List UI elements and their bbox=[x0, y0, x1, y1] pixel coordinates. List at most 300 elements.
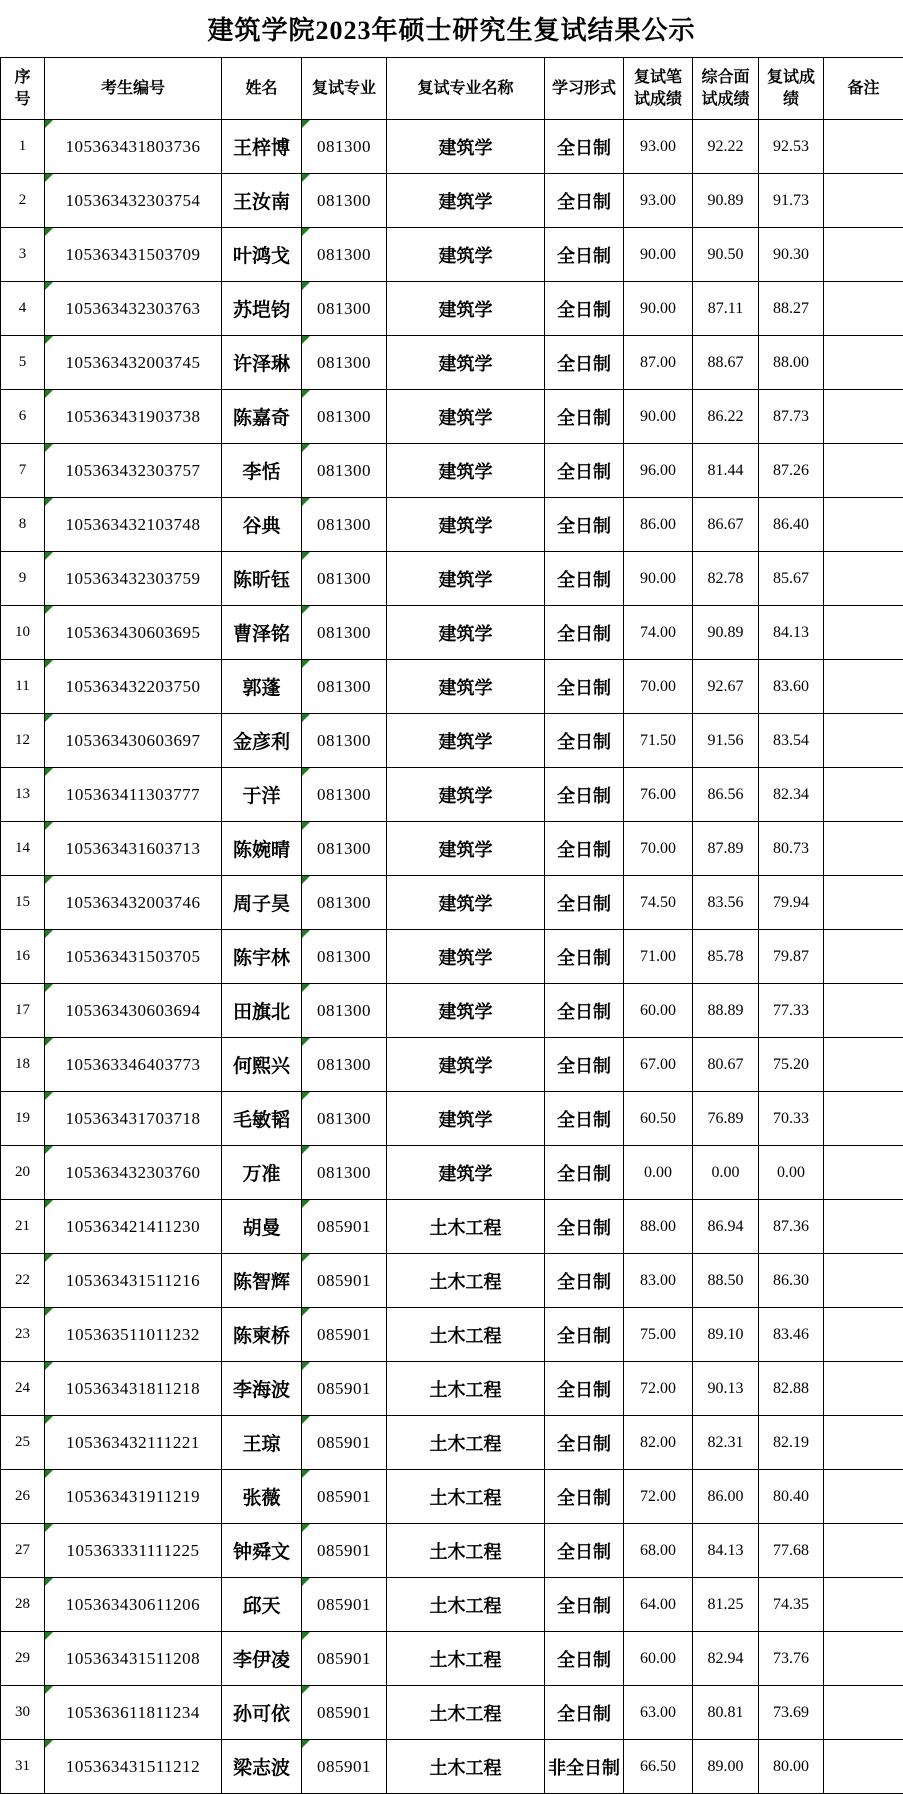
text-format-flag-icon bbox=[302, 714, 310, 722]
cell-major_name: 建筑学 bbox=[387, 336, 545, 390]
text-format-flag-icon bbox=[302, 1470, 310, 1478]
cell-written_score: 63.00 bbox=[624, 1686, 693, 1740]
cell-major_name: 土木工程 bbox=[387, 1524, 545, 1578]
cell-study_form: 全日制 bbox=[545, 390, 624, 444]
cell-written_score: 72.00 bbox=[624, 1362, 693, 1416]
cell-value: 105363411303777 bbox=[65, 784, 201, 804]
cell-remark bbox=[824, 606, 903, 660]
text-format-flag-icon bbox=[302, 498, 310, 506]
cell-name: 张薇 bbox=[222, 1470, 302, 1524]
cell-final_score: 86.40 bbox=[759, 498, 824, 552]
cell-study_form: 全日制 bbox=[545, 1416, 624, 1470]
cell-name: 梁志波 bbox=[222, 1740, 302, 1794]
cell-candidate_id bbox=[45, 228, 222, 282]
cell-written_score: 66.50 bbox=[624, 1740, 693, 1794]
cell-name: 李海波 bbox=[222, 1362, 302, 1416]
cell-interview_score: 80.81 bbox=[693, 1686, 759, 1740]
cell-interview_score: 86.94 bbox=[693, 1200, 759, 1254]
cell-remark bbox=[824, 1038, 903, 1092]
text-format-flag-icon bbox=[45, 1254, 53, 1262]
cell-candidate_id bbox=[45, 930, 222, 984]
cell-no: 26 bbox=[1, 1470, 45, 1524]
table-row bbox=[1, 1092, 903, 1146]
cell-major_name: 土木工程 bbox=[387, 1578, 545, 1632]
cell-study_form: 全日制 bbox=[545, 174, 624, 228]
cell-major_name: 建筑学 bbox=[387, 606, 545, 660]
cell-value: 105363331111225 bbox=[66, 1540, 200, 1560]
cell-major_name: 建筑学 bbox=[387, 660, 545, 714]
cell-final_score: 0.00 bbox=[759, 1146, 824, 1200]
cell-final_score: 83.46 bbox=[759, 1308, 824, 1362]
cell-no: 6 bbox=[1, 390, 45, 444]
cell-value: 081300 bbox=[317, 730, 371, 750]
cell-written_score: 70.00 bbox=[624, 660, 693, 714]
text-format-flag-icon bbox=[302, 1578, 310, 1586]
cell-value: 081300 bbox=[317, 568, 371, 588]
text-format-flag-icon bbox=[45, 1092, 53, 1100]
cell-final_score: 92.53 bbox=[759, 120, 824, 174]
text-format-flag-icon bbox=[302, 1416, 310, 1424]
cell-candidate_id bbox=[45, 1362, 222, 1416]
cell-major_name: 建筑学 bbox=[387, 174, 545, 228]
cell-major_code bbox=[302, 1146, 387, 1200]
cell-candidate_id bbox=[45, 1632, 222, 1686]
cell-no: 7 bbox=[1, 444, 45, 498]
cell-name: 钟舜文 bbox=[222, 1524, 302, 1578]
cell-written_score: 82.00 bbox=[624, 1416, 693, 1470]
text-format-flag-icon bbox=[45, 336, 53, 344]
text-format-flag-icon bbox=[45, 1146, 53, 1154]
text-format-flag-icon bbox=[302, 120, 310, 128]
cell-value: 105363346403773 bbox=[65, 1054, 201, 1074]
cell-study_form: 全日制 bbox=[545, 876, 624, 930]
header-row bbox=[1, 58, 903, 120]
cell-written_score: 90.00 bbox=[624, 552, 693, 606]
cell-name: 李恬 bbox=[222, 444, 302, 498]
cell-value: 085901 bbox=[317, 1432, 371, 1452]
cell-interview_score: 89.10 bbox=[693, 1308, 759, 1362]
cell-major_code bbox=[302, 498, 387, 552]
cell-candidate_id bbox=[45, 1524, 222, 1578]
cell-value: 105363432303763 bbox=[65, 298, 201, 318]
cell-written_score: 60.00 bbox=[624, 1632, 693, 1686]
cell-interview_score: 82.78 bbox=[693, 552, 759, 606]
cell-no: 13 bbox=[1, 768, 45, 822]
cell-no: 15 bbox=[1, 876, 45, 930]
cell-candidate_id bbox=[45, 1686, 222, 1740]
cell-value: 105363432003746 bbox=[65, 892, 201, 912]
cell-study_form: 非全日制 bbox=[545, 1740, 624, 1794]
cell-name: 邱天 bbox=[222, 1578, 302, 1632]
cell-candidate_id bbox=[45, 282, 222, 336]
cell-interview_score: 80.67 bbox=[693, 1038, 759, 1092]
cell-candidate_id bbox=[45, 768, 222, 822]
cell-remark bbox=[824, 1200, 903, 1254]
text-format-flag-icon bbox=[302, 1146, 310, 1154]
text-format-flag-icon bbox=[45, 930, 53, 938]
cell-interview_score: 88.50 bbox=[693, 1254, 759, 1308]
cell-remark bbox=[824, 930, 903, 984]
cell-written_score: 88.00 bbox=[624, 1200, 693, 1254]
column-header-study_form: 学习形式 bbox=[545, 58, 624, 120]
cell-value: 081300 bbox=[317, 190, 371, 210]
cell-written_score: 90.00 bbox=[624, 390, 693, 444]
cell-major_name: 建筑学 bbox=[387, 1038, 545, 1092]
results-table bbox=[0, 57, 903, 1794]
cell-major_code bbox=[302, 660, 387, 714]
cell-value: 081300 bbox=[317, 298, 371, 318]
cell-remark bbox=[824, 336, 903, 390]
cell-major_name: 建筑学 bbox=[387, 768, 545, 822]
cell-final_score: 82.34 bbox=[759, 768, 824, 822]
text-format-flag-icon bbox=[302, 552, 310, 560]
cell-value: 105363430611206 bbox=[65, 1594, 201, 1614]
cell-major_code bbox=[302, 1470, 387, 1524]
table-row bbox=[1, 714, 903, 768]
cell-written_score: 70.00 bbox=[624, 822, 693, 876]
cell-written_score: 64.00 bbox=[624, 1578, 693, 1632]
cell-major_name: 建筑学 bbox=[387, 1092, 545, 1146]
cell-name: 陈嘉奇 bbox=[222, 390, 302, 444]
text-format-flag-icon bbox=[302, 1038, 310, 1046]
cell-value: 081300 bbox=[317, 892, 371, 912]
cell-written_score: 72.00 bbox=[624, 1470, 693, 1524]
cell-major_name: 建筑学 bbox=[387, 714, 545, 768]
cell-written_score: 60.50 bbox=[624, 1092, 693, 1146]
cell-value: 105363430603697 bbox=[65, 730, 201, 750]
cell-candidate_id bbox=[45, 1470, 222, 1524]
cell-study_form: 全日制 bbox=[545, 714, 624, 768]
cell-interview_score: 86.00 bbox=[693, 1470, 759, 1524]
cell-study_form: 全日制 bbox=[545, 552, 624, 606]
cell-value: 105363431511216 bbox=[65, 1270, 201, 1290]
cell-study_form: 全日制 bbox=[545, 498, 624, 552]
text-format-flag-icon bbox=[302, 390, 310, 398]
table-row bbox=[1, 1578, 903, 1632]
cell-name: 曹泽铭 bbox=[222, 606, 302, 660]
cell-name: 李伊凌 bbox=[222, 1632, 302, 1686]
column-header-major_code: 复试专业 bbox=[302, 58, 387, 120]
cell-value: 105363431603713 bbox=[65, 838, 201, 858]
cell-name: 周子昊 bbox=[222, 876, 302, 930]
text-format-flag-icon bbox=[302, 1092, 310, 1100]
cell-interview_score: 84.13 bbox=[693, 1524, 759, 1578]
cell-major_code bbox=[302, 1632, 387, 1686]
cell-remark bbox=[824, 768, 903, 822]
table-row bbox=[1, 1254, 903, 1308]
table-row bbox=[1, 1200, 903, 1254]
cell-major_code bbox=[302, 714, 387, 768]
cell-interview_score: 90.13 bbox=[693, 1362, 759, 1416]
cell-remark bbox=[824, 174, 903, 228]
text-format-flag-icon bbox=[45, 1686, 53, 1694]
cell-final_score: 80.00 bbox=[759, 1740, 824, 1794]
cell-interview_score: 85.78 bbox=[693, 930, 759, 984]
cell-value: 081300 bbox=[317, 1108, 371, 1128]
cell-remark bbox=[824, 1578, 903, 1632]
cell-no: 30 bbox=[1, 1686, 45, 1740]
cell-major_code bbox=[302, 768, 387, 822]
cell-no: 21 bbox=[1, 1200, 45, 1254]
cell-candidate_id bbox=[45, 1038, 222, 1092]
cell-candidate_id bbox=[45, 876, 222, 930]
cell-remark bbox=[824, 714, 903, 768]
cell-written_score: 71.50 bbox=[624, 714, 693, 768]
cell-remark bbox=[824, 822, 903, 876]
table-row bbox=[1, 444, 903, 498]
cell-remark bbox=[824, 1146, 903, 1200]
table-row bbox=[1, 768, 903, 822]
cell-name: 何熙兴 bbox=[222, 1038, 302, 1092]
cell-written_score: 83.00 bbox=[624, 1254, 693, 1308]
cell-name: 胡曼 bbox=[222, 1200, 302, 1254]
cell-interview_score: 86.67 bbox=[693, 498, 759, 552]
cell-remark bbox=[824, 1470, 903, 1524]
cell-value: 085901 bbox=[317, 1540, 371, 1560]
text-format-flag-icon bbox=[45, 174, 53, 182]
column-header-name: 姓名 bbox=[222, 58, 302, 120]
cell-major_code bbox=[302, 228, 387, 282]
cell-final_score: 80.73 bbox=[759, 822, 824, 876]
text-format-flag-icon bbox=[302, 1740, 310, 1748]
cell-major_code bbox=[302, 174, 387, 228]
text-format-flag-icon bbox=[45, 444, 53, 452]
text-format-flag-icon bbox=[302, 822, 310, 830]
text-format-flag-icon bbox=[45, 1038, 53, 1046]
cell-major_name: 建筑学 bbox=[387, 390, 545, 444]
cell-major_code bbox=[302, 1686, 387, 1740]
cell-candidate_id bbox=[45, 1146, 222, 1200]
cell-remark bbox=[824, 1686, 903, 1740]
cell-name: 于洋 bbox=[222, 768, 302, 822]
cell-interview_score: 90.89 bbox=[693, 606, 759, 660]
cell-major_name: 建筑学 bbox=[387, 552, 545, 606]
table-row bbox=[1, 660, 903, 714]
cell-written_score: 93.00 bbox=[624, 120, 693, 174]
cell-final_score: 91.73 bbox=[759, 174, 824, 228]
cell-candidate_id bbox=[45, 444, 222, 498]
cell-value: 105363431911219 bbox=[65, 1486, 201, 1506]
cell-no: 14 bbox=[1, 822, 45, 876]
text-format-flag-icon bbox=[302, 1524, 310, 1532]
text-format-flag-icon bbox=[302, 282, 310, 290]
cell-major_name: 土木工程 bbox=[387, 1740, 545, 1794]
cell-value: 105363431803736 bbox=[65, 136, 201, 156]
table-row bbox=[1, 336, 903, 390]
column-header-major_name: 复试专业名称 bbox=[387, 58, 545, 120]
cell-final_score: 73.69 bbox=[759, 1686, 824, 1740]
cell-remark bbox=[824, 876, 903, 930]
cell-major_code bbox=[302, 1254, 387, 1308]
cell-no: 2 bbox=[1, 174, 45, 228]
text-format-flag-icon bbox=[45, 1578, 53, 1586]
cell-value: 105363430603695 bbox=[65, 622, 201, 642]
cell-candidate_id bbox=[45, 1578, 222, 1632]
cell-interview_score: 81.44 bbox=[693, 444, 759, 498]
cell-candidate_id bbox=[45, 174, 222, 228]
cell-study_form: 全日制 bbox=[545, 930, 624, 984]
cell-candidate_id bbox=[45, 984, 222, 1038]
cell-remark bbox=[824, 1362, 903, 1416]
cell-name: 陈婉晴 bbox=[222, 822, 302, 876]
text-format-flag-icon bbox=[45, 1200, 53, 1208]
cell-major_code bbox=[302, 1416, 387, 1470]
cell-final_score: 80.40 bbox=[759, 1470, 824, 1524]
cell-study_form: 全日制 bbox=[545, 1524, 624, 1578]
cell-final_score: 86.30 bbox=[759, 1254, 824, 1308]
cell-candidate_id bbox=[45, 1416, 222, 1470]
cell-final_score: 77.33 bbox=[759, 984, 824, 1038]
cell-study_form: 全日制 bbox=[545, 1632, 624, 1686]
cell-final_score: 70.33 bbox=[759, 1092, 824, 1146]
cell-major_name: 建筑学 bbox=[387, 930, 545, 984]
text-format-flag-icon bbox=[302, 336, 310, 344]
cell-major_name: 建筑学 bbox=[387, 444, 545, 498]
cell-study_form: 全日制 bbox=[545, 282, 624, 336]
cell-remark bbox=[824, 1740, 903, 1794]
cell-no: 18 bbox=[1, 1038, 45, 1092]
cell-major_name: 土木工程 bbox=[387, 1254, 545, 1308]
table-row bbox=[1, 228, 903, 282]
cell-value: 081300 bbox=[317, 352, 371, 372]
table-row bbox=[1, 1686, 903, 1740]
cell-candidate_id bbox=[45, 1092, 222, 1146]
cell-remark bbox=[824, 1092, 903, 1146]
text-format-flag-icon bbox=[302, 174, 310, 182]
cell-final_score: 75.20 bbox=[759, 1038, 824, 1092]
table-row bbox=[1, 498, 903, 552]
text-format-flag-icon bbox=[45, 1524, 53, 1532]
cell-final_score: 87.26 bbox=[759, 444, 824, 498]
cell-value: 105363431503705 bbox=[65, 946, 201, 966]
text-format-flag-icon bbox=[45, 660, 53, 668]
cell-name: 王梓博 bbox=[222, 120, 302, 174]
cell-study_form: 全日制 bbox=[545, 1092, 624, 1146]
cell-major_code bbox=[302, 1740, 387, 1794]
cell-value: 085901 bbox=[317, 1324, 371, 1344]
cell-no: 16 bbox=[1, 930, 45, 984]
cell-candidate_id bbox=[45, 552, 222, 606]
text-format-flag-icon bbox=[45, 1308, 53, 1316]
cell-major_name: 土木工程 bbox=[387, 1632, 545, 1686]
cell-study_form: 全日制 bbox=[545, 1686, 624, 1740]
table-row bbox=[1, 1362, 903, 1416]
cell-study_form: 全日制 bbox=[545, 444, 624, 498]
cell-candidate_id bbox=[45, 606, 222, 660]
table-row bbox=[1, 606, 903, 660]
cell-major_code bbox=[302, 1362, 387, 1416]
cell-interview_score: 92.22 bbox=[693, 120, 759, 174]
cell-major_name: 建筑学 bbox=[387, 498, 545, 552]
cell-value: 105363432003745 bbox=[65, 352, 201, 372]
results-table-body bbox=[1, 120, 903, 1794]
cell-value: 081300 bbox=[317, 460, 371, 480]
cell-final_score: 77.68 bbox=[759, 1524, 824, 1578]
cell-remark bbox=[824, 1524, 903, 1578]
cell-final_score: 87.73 bbox=[759, 390, 824, 444]
cell-value: 081300 bbox=[317, 946, 371, 966]
cell-interview_score: 83.56 bbox=[693, 876, 759, 930]
cell-value: 085901 bbox=[317, 1486, 371, 1506]
column-header-no: 序号 bbox=[1, 58, 45, 120]
cell-interview_score: 91.56 bbox=[693, 714, 759, 768]
table-row bbox=[1, 1416, 903, 1470]
cell-interview_score: 92.67 bbox=[693, 660, 759, 714]
table-row bbox=[1, 1146, 903, 1200]
table-row bbox=[1, 1632, 903, 1686]
cell-interview_score: 89.00 bbox=[693, 1740, 759, 1794]
cell-value: 105363431811218 bbox=[65, 1378, 201, 1398]
cell-no: 3 bbox=[1, 228, 45, 282]
cell-name: 郭蓬 bbox=[222, 660, 302, 714]
cell-major_code bbox=[302, 876, 387, 930]
cell-value: 085901 bbox=[317, 1270, 371, 1290]
cell-value: 081300 bbox=[317, 514, 371, 534]
cell-name: 田旗北 bbox=[222, 984, 302, 1038]
cell-study_form: 全日制 bbox=[545, 1146, 624, 1200]
cell-major_code bbox=[302, 120, 387, 174]
text-format-flag-icon bbox=[45, 552, 53, 560]
cell-candidate_id bbox=[45, 1740, 222, 1794]
text-format-flag-icon bbox=[45, 768, 53, 776]
cell-written_score: 67.00 bbox=[624, 1038, 693, 1092]
cell-written_score: 87.00 bbox=[624, 336, 693, 390]
table-row bbox=[1, 174, 903, 228]
cell-interview_score: 82.31 bbox=[693, 1416, 759, 1470]
table-row bbox=[1, 1524, 903, 1578]
cell-no: 11 bbox=[1, 660, 45, 714]
text-format-flag-icon bbox=[45, 984, 53, 992]
cell-name: 陈智辉 bbox=[222, 1254, 302, 1308]
cell-value: 085901 bbox=[317, 1756, 371, 1776]
cell-major_code bbox=[302, 390, 387, 444]
cell-candidate_id bbox=[45, 1254, 222, 1308]
cell-value: 105363431703718 bbox=[65, 1108, 201, 1128]
cell-candidate_id bbox=[45, 1200, 222, 1254]
cell-no: 12 bbox=[1, 714, 45, 768]
table-row bbox=[1, 282, 903, 336]
cell-value: 105363511011232 bbox=[66, 1324, 200, 1344]
cell-candidate_id bbox=[45, 714, 222, 768]
text-format-flag-icon bbox=[45, 390, 53, 398]
cell-major_code bbox=[302, 282, 387, 336]
cell-study_form: 全日制 bbox=[545, 1254, 624, 1308]
cell-final_score: 90.30 bbox=[759, 228, 824, 282]
cell-remark bbox=[824, 1632, 903, 1686]
column-header-candidate_id: 考生编号 bbox=[45, 58, 222, 120]
cell-value: 105363432303759 bbox=[65, 568, 201, 588]
cell-value: 085901 bbox=[317, 1648, 371, 1668]
cell-no: 4 bbox=[1, 282, 45, 336]
cell-final_score: 74.35 bbox=[759, 1578, 824, 1632]
cell-interview_score: 81.25 bbox=[693, 1578, 759, 1632]
text-format-flag-icon bbox=[45, 120, 53, 128]
cell-name: 陈昕钰 bbox=[222, 552, 302, 606]
cell-interview_score: 88.67 bbox=[693, 336, 759, 390]
cell-name: 金彦利 bbox=[222, 714, 302, 768]
cell-remark bbox=[824, 228, 903, 282]
table-row bbox=[1, 822, 903, 876]
cell-major_code bbox=[302, 984, 387, 1038]
cell-study_form: 全日制 bbox=[545, 1362, 624, 1416]
cell-candidate_id bbox=[45, 822, 222, 876]
cell-no: 19 bbox=[1, 1092, 45, 1146]
cell-remark bbox=[824, 282, 903, 336]
text-format-flag-icon bbox=[302, 1362, 310, 1370]
cell-interview_score: 88.89 bbox=[693, 984, 759, 1038]
text-format-flag-icon bbox=[302, 606, 310, 614]
text-format-flag-icon bbox=[302, 930, 310, 938]
